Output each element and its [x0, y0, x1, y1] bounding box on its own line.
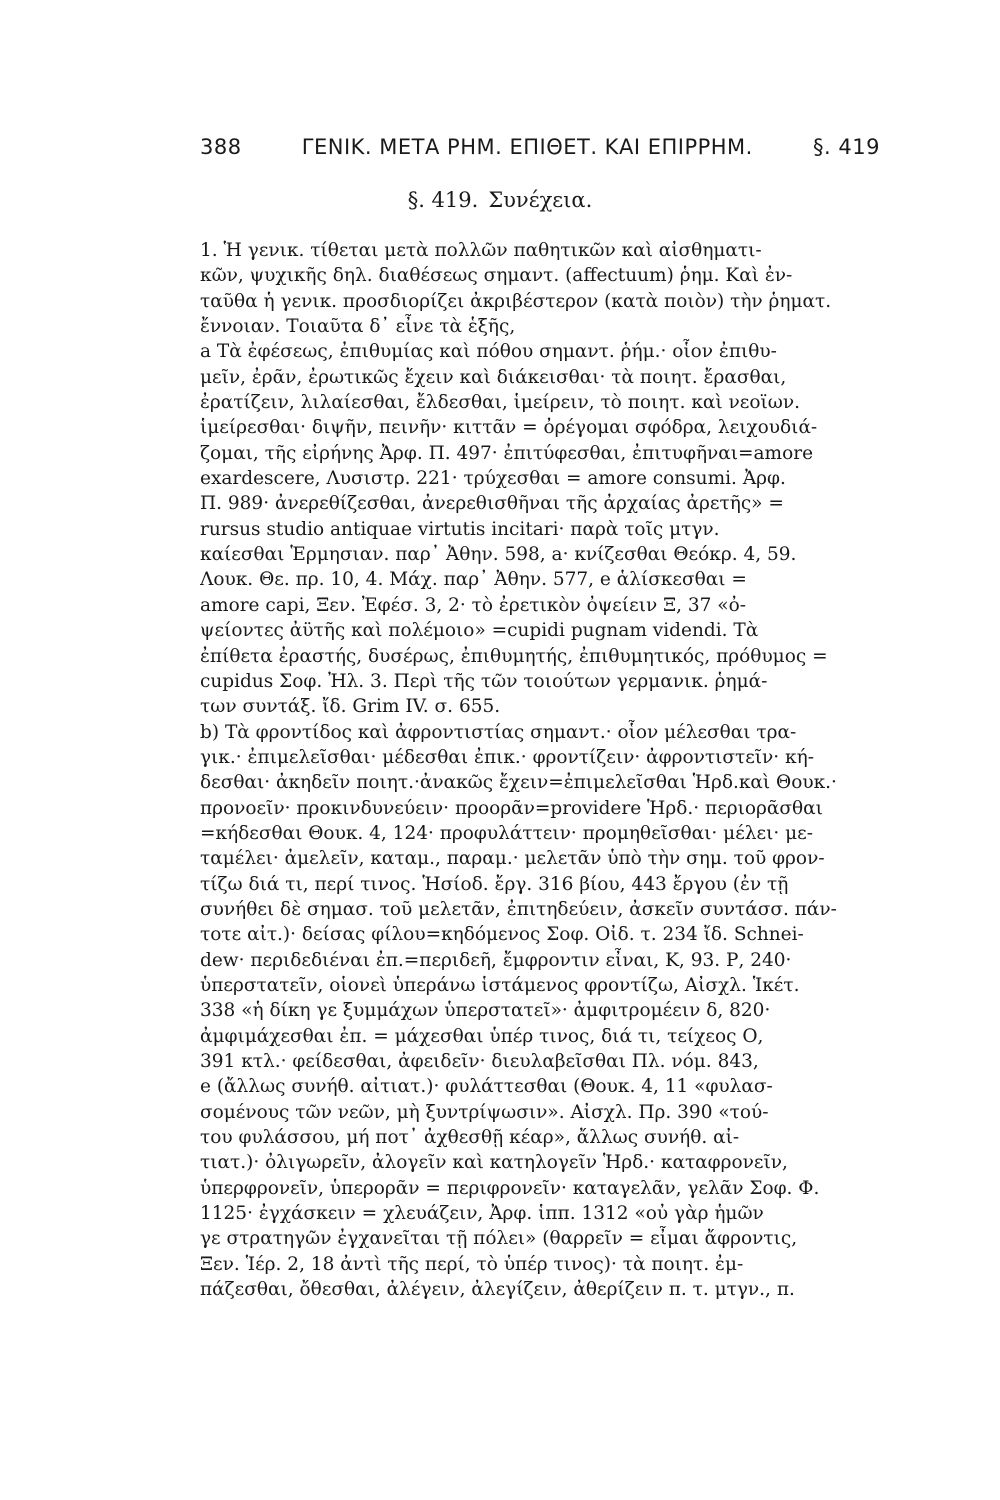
text-line: b) Τὰ φροντίδος καὶ ἀφροντιστίας σημαντ.· οἷον μέλεσθαι τρα-: [200, 721, 797, 743]
text-line: a Τὰ ἐφέσεως, ἐπιθυμίας καὶ πόθου σημαντ. ῥήμ.· οἷον ἐπιθυ-: [200, 341, 777, 363]
text-line: ἔννοιαν. Τοιαῦτα δ᾽ εἶνε τὰ ἑξῆς,: [200, 316, 516, 338]
text-line: ταῦθα ἡ γενικ. προσδιορίζει ἀκριβέστερον (κατὰ ποιὸν) τὴν ῥηματ.: [200, 290, 832, 312]
text-line: ζομαι, τῆς εἰρήνης Ἀρφ. Π. 497· ἐπιτύφεσθαι, ἐπιτυφῆναι=amore: [200, 442, 814, 464]
running-title: ΓΕΝΙΚ. ΜΕΤΑ ΡΗΜ. ΕΠΙΘΕΤ. ΚΑΙ ΕΠΙΡΡΗΜ.: [301, 135, 753, 159]
text-line: ψείοντες ἀϋτῆς καὶ πολέμοιο» =cupidi pugnam videndi. Τὰ: [200, 620, 759, 642]
text-line: κῶν, ψυχικῆς δηλ. διαθέσεως σημαντ. (affectuum) ῥημ. Καὶ ἐν-: [200, 265, 793, 287]
text-line: amore capi, Ξεν. Ἐφέσ. 3, 2· τὸ ἐρετικὸν ὀψείειν Ξ, 37 «ὀ-: [200, 594, 746, 616]
text-line: ὑπερστατεῖν, οἱονεὶ ὑπεράνω ἱστάμενος φροντίζω, Αἰσχλ. Ἱκέτ.: [200, 974, 800, 996]
text-line: τίζω διά τι, περί τινος. Ἡσίοδ. ἔργ. 316 βίου, 443 ἔργου (ἐν τῇ: [200, 873, 789, 895]
header-section-ref: §. 419: [813, 135, 880, 159]
text-line: γικ.· ἐπιμελεῖσθαι· μέδεσθαι ἐπικ.· φροντίζειν· ἀφροντιστεῖν· κή-: [200, 746, 814, 768]
text-line: e (ἄλλως συνήθ. αἰτιατ.)· φυλάττεσθαι (Θουκ. 4, 11 «φυλασ-: [200, 1076, 773, 1098]
text-line: ἱμείρεσθαι· διψῆν, πεινῆν· κιττᾶν = ὀρέγομαι σφόδρα, λειχουδιά-: [200, 417, 818, 439]
text-line: rursus studio antiquae virtutis incitari· παρὰ τοῖς μτγν.: [200, 518, 720, 540]
text-line: των συντάξ. ἴδ. Grim IV. σ. 655.: [200, 696, 501, 718]
text-line: ἀμφιμάχεσθαι ἐπ. = μάχεσθαι ὑπέρ τινος, διά τι, τείχεος Ο,: [200, 1025, 764, 1047]
text-line: του φυλάσσου, μή ποτ᾽ ἀχθεσθῇ κέαρ», ἄλλως συνήθ. αἰ-: [200, 1127, 740, 1149]
text-line: Π. 989· ἀνερεθίζεσθαι, ἀνερεθισθῆναι τῆς ἀρχαίας ἀρετῆς» =: [200, 493, 784, 515]
text-line: ταμέλει· ἀμελεῖν, καταμ., παραμ.· μελετᾶν ὑπὸ τὴν σημ. τοῦ φρον-: [200, 848, 825, 870]
section-title: Συνέχεια.: [488, 188, 593, 212]
text-line: ἐρατίζειν, λιλαίεσθαι, ἔλδεσθαι, ἱμείρειν, τὸ ποιητ. καὶ νεοϊων.: [200, 392, 800, 414]
text-line: πάζεσθαι, ὄθεσθαι, ἀλέγειν, ἀλεγίζειν, ἀθερίζειν π. τ. μτγν., π.: [200, 1279, 795, 1301]
running-header: [200, 135, 880, 159]
text-line: συνήθει δὲ σημασ. τοῦ μελετᾶν, ἐπιτηδεύειν, ἀσκεῖν συντάσσ. πάν-: [200, 898, 837, 920]
text-line: Λουκ. Θε. πρ. 10, 4. Μάχ. παρ᾽ Ἀθην. 577, e ἁλίσκεσθαι =: [200, 569, 747, 591]
body-text: [200, 238, 862, 1302]
section-heading: [0, 188, 1000, 212]
text-line: 1. Ἡ γενικ. τίθεται μετὰ πολλῶν παθητικῶν καὶ αἰσθηματι-: [200, 240, 762, 261]
text-line: τιατ.)· ὀλιγωρεῖν, ἀλογεῖν καὶ κατηλογεῖν Ἡρδ.· καταφρονεῖν,: [200, 1152, 788, 1174]
text-line: cupidus Σοφ. Ἠλ. 3. Περὶ τῆς τῶν τοιούτων γερμανικ. ῥημά-: [200, 670, 768, 692]
text-line: 338 «ἡ δίκη γε ξυμμάχων ὑπερστατεῖ»· ἀμφιτρομέειν δ, 820·: [200, 1000, 771, 1022]
page-number: 388: [200, 135, 242, 159]
text-line: μεῖν, ἐρᾶν, ἐρωτικῶς ἔχειν καὶ διάκεισθαι· τὰ ποιητ. ἔρασθαι,: [200, 366, 787, 388]
text-line: 391 κτλ.· φείδεσθαι, ἀφειδεῖν· διευλαβεῖσθαι Πλ. νόμ. 843,: [200, 1051, 759, 1072]
text-line: ὑπερφρονεῖν, ὑπερορᾶν = περιφρονεῖν· καταγελᾶν, γελᾶν Σοφ. Φ.: [200, 1177, 820, 1199]
text-line: dew· περιδεδιέναι ἐπ.=περιδεῆ, ἔμφροντιν εἶναι, Κ, 93. Ρ, 240·: [200, 949, 792, 971]
text-line: ἐπίθετα ἐραστής, δυσέρως, ἐπιθυμητής, ἐπιθυμητικός, πρόθυμος =: [200, 645, 828, 667]
text-line: Ξεν. Ἱέρ. 2, 18 ἀντὶ τῆς περί, τὸ ὑπέρ τινος)· τὰ ποιητ. ἐμ-: [200, 1253, 744, 1275]
text-line: exardescere, Λυσιστρ. 221· τρύχεσθαι = amore consumi. Ἀρφ.: [200, 468, 786, 490]
text-line: =κήδεσθαι Θουκ. 4, 124· προφυλάττειν· προμηθεῖσθαι· μέλει· με-: [200, 822, 813, 844]
text-line: σομένους τῶν νεῶν, μὴ ξυντρίψωσιν». Αἰσχλ. Πρ. 390 «τού-: [200, 1101, 769, 1123]
text-line: 1125· ἐγχάσκειν = χλευάζειν, Ἀρφ. ἱππ. 1312 «οὐ γὰρ ἡμῶν: [200, 1203, 764, 1225]
text-line: προνοεῖν· προκινδυνεύειν· προορᾶν=providere Ἡρδ.· περιορᾶσθαι: [200, 797, 823, 819]
text-line: δεσθαι· ἀκηδεῖν ποιητ.·ἀνακῶς ἔχειν=ἐπιμελεῖσθαι Ἡρδ.καὶ Θουκ.·: [200, 772, 837, 794]
section-number: §. 419.: [407, 188, 479, 212]
text-line: γε στρατηγῶν ἐγχανεῖται τῇ πόλει» (θαρρεῖν = εἶμαι ἄφροντις,: [200, 1228, 798, 1250]
text-line: τοτε αἰτ.)· δείσας φίλου=κηδόμενος Σοφ. Οἰδ. τ. 234 ἴδ. Schnei-: [200, 924, 804, 946]
text-line: καίεσθαι Ἑρμησιαν. παρ᾽ Ἀθην. 598, a· κνίζεσθαι Θεόκρ. 4, 59.: [200, 544, 797, 566]
